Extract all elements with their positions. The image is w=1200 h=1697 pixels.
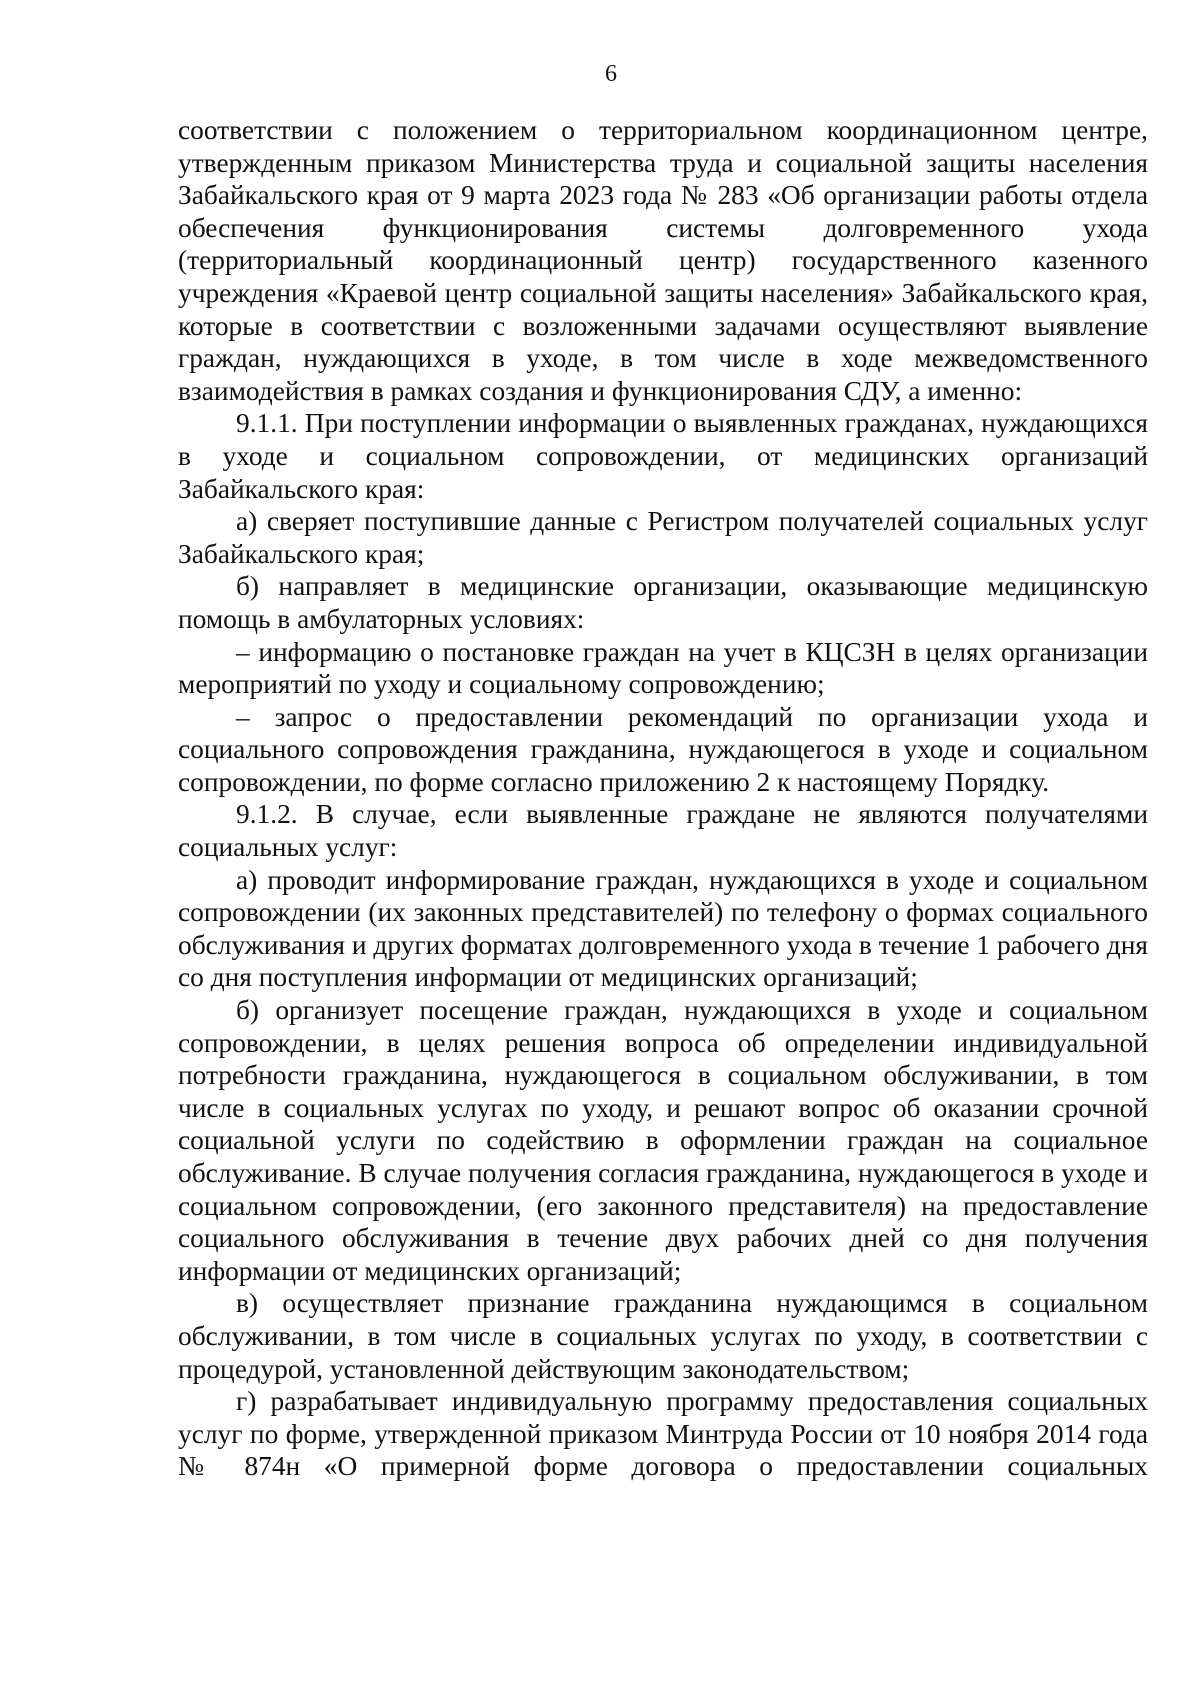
paragraph-9-1-1-b: б) направляет в медицинские организации, оказывающие медицинскую помощь в амбулаторных условиях: (178, 571, 1148, 634)
paragraph-dash-information: – информацию о постановке граждан на учет в КЦСЗН в целях организации мероприятий по уходу и социальному сопровождению; (178, 636, 1148, 700)
paragraph-9-1-2-a: а) проводит информирование граждан, нуждающихся в уходе и социальном сопровождении (их законных представителей) по телефону о формах социального обслуживания и других форматах долговременного ухода в течение 1 рабочего дня со дня поступления информации от медицинских организаций; (178, 864, 1148, 993)
paragraph-dash-request: – запрос о предоставлении рекомендаций по организации ухода и социального сопровождения гражданина, нуждающегося в уходе и социальном сопровождении, по форме согласно приложению 2 к настоящему Порядку. (178, 701, 1148, 797)
paragraph-9-1-2-b: б) организует посещение граждан, нуждающихся в уходе и социальном сопровождении, в целях решения вопроса об определении индивидуальной потребности гражданина, нуждающегося в социальном обслуживании, в том числе в социальных услугах по уходу, и решают вопрос об оказании срочной социальной услуги по содействию в оформлении граждан на социальное обслуживание. В случае получения согласия гражданина, нуждающегося в уходе и социальном сопровождении, (его законного представителя) на предоставление социального обслуживания в течение двух рабочих дней со дня получения информации от медицинских организаций; (178, 995, 1148, 1286)
paragraph-9-1-2-g: г) разрабатывает индивидуальную программу предоставления социальных услуг по форме, утвержденной приказом Минтруда России от 10 ноября 2014 года № 874н «О примерной форме договора о предоставлении социальных (178, 1386, 1148, 1482)
paragraph-9-1-2: 9.1.2. В случае, если выявленные граждане не являются получателями социальных услуг: (178, 799, 1148, 863)
paragraph-9-1-2-v: в) осуществляет признание гражданина нуждающимся в социальном обслуживании, в том числе в социальных услугах по уходу, в соответствии с процедурой, установленной действующим законодательством; (178, 1288, 1148, 1384)
paragraph-continuation: соответствии с положением о территориальном координационном центре, утвержденным приказом Министерства труда и социальной защиты населения Забайкальского края от 9 марта 2023 года № 283 «Об организации работы отдела обеспечения функционирования системы долговременного ухода (территориальный координационный центр) государственного казенного учреждения «Краевой центр социальной защиты населения» Забайкальского края, которые в соответствии с возложенными задачами осуществляют выявление граждан, нуждающихся в уходе, в том числе в ходе межведомственного взаимодействия в рамках создания и функционирования СДУ, а именно: (178, 115, 1148, 406)
document-body (178, 114, 1148, 1483)
page-number: 6 (605, 61, 617, 87)
paragraph-9-1-1-a: а) сверяет поступившие данные с Регистром получателей социальных услуг Забайкальского края; (178, 506, 1148, 569)
paragraph-9-1-1: 9.1.1. При поступлении информации о выявленных гражданах, нуждающихся в уходе и социальном сопровождении, от медицинских организаций Забайкальского края: (178, 408, 1148, 504)
